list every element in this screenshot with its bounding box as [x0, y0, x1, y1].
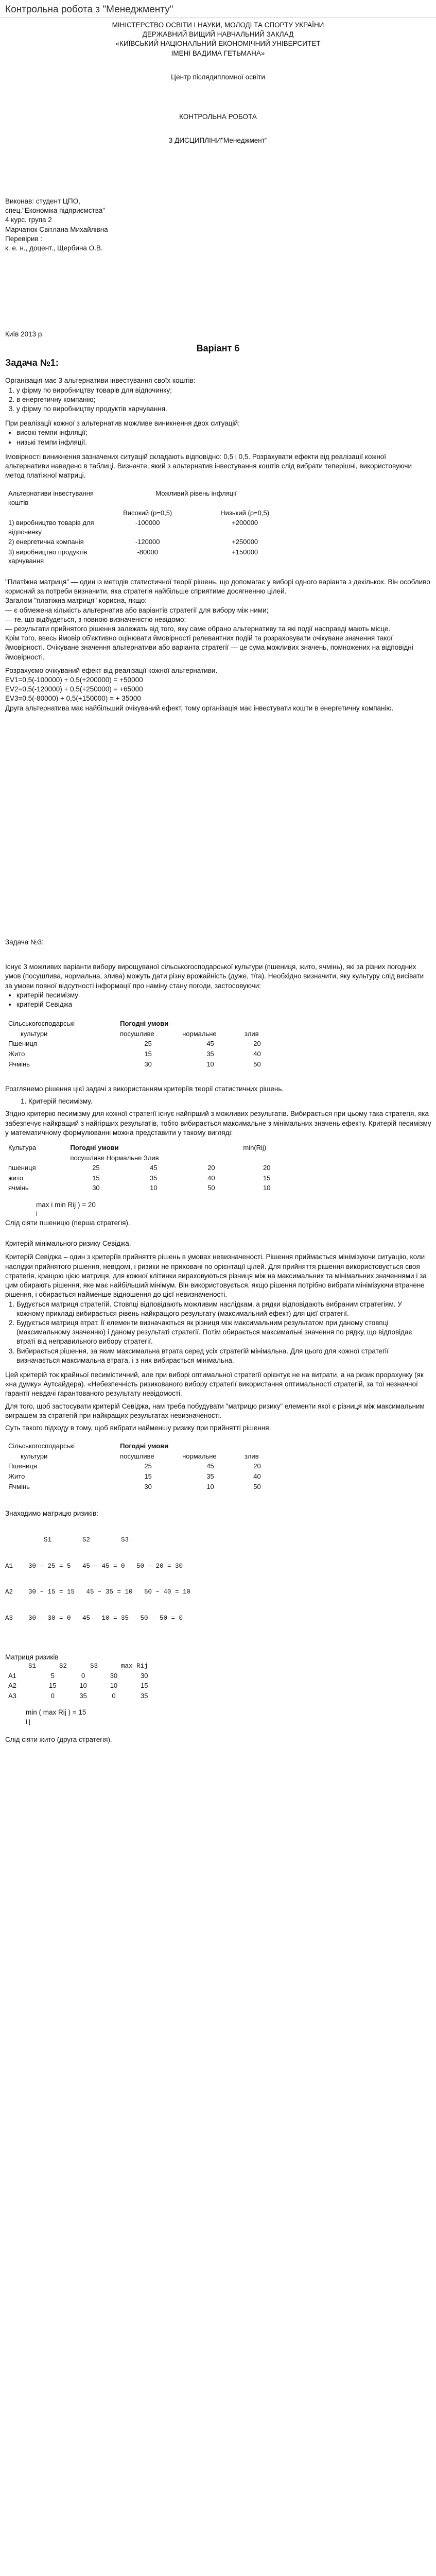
- criterion2-step: 2. Будується матриця втрат. Її елементи визначаються як різниця між максимальним результатом при даному стовпці (максимальному значенню) і даному результаті стратегії. Потім обирається максимальні значення по рядку, що відповідає втраті від неправильного вибору стратегії.: [16, 1318, 431, 1347]
- student-line: Марчатюк Світлана Михайлівна: [5, 225, 108, 233]
- criterion2-text: Критерій Севіджа – один з критеріїв прийняття рішень в умовах невизначеності. Рішення приймається мінімізуючи ситуацію, коли наслідки прийнятого рішення, невідомі, і ризики не приховані по орієнтації цілей. Для прийняття рішення використовується своя стратегія, кращою цією матриця, для кожної клітинки вираховуються різниця між на максимальних та мінімальних значеннями і за цим обирають рішення, яке має найбільший мінімум. Він використовується, якщо рішення потрібно вибрати мінімізуючи втрачене рішення, і обирається найменше відношення до цієї невизначеності.: [5, 1253, 427, 1299]
- table-cell: А1: [8, 1671, 16, 1680]
- minmax-subscript: i j: [26, 1718, 31, 1725]
- maxmin-formula: max i min Rij ) = 20: [36, 1200, 96, 1209]
- minmax-formula: min ( max Rij ) = 15: [26, 1708, 86, 1717]
- table-cell: 40: [253, 1049, 261, 1058]
- table-cell: 50: [207, 1184, 215, 1192]
- criterion2-text: Суть такого підходу в тому, щоб вибрати найменшу ризику при прийнятті рішення.: [5, 1424, 271, 1432]
- table-cell: 15: [92, 1174, 100, 1182]
- table-cell: 15: [144, 1049, 152, 1058]
- risk-calculation: [5, 1518, 431, 1640]
- maxmin-subscript: i: [36, 1210, 38, 1218]
- table-cell: 10: [206, 1060, 214, 1068]
- table-cell: Ячмінь: [8, 1060, 30, 1068]
- table-row: [5, 1039, 273, 1049]
- table-row: [5, 1482, 273, 1492]
- table-cell: -80000: [137, 548, 158, 556]
- task1-option: 1. у фірму по виробництву товарів для відпочинку;: [16, 386, 431, 395]
- table-row: [5, 1681, 160, 1691]
- table-cell: 45: [206, 1040, 214, 1048]
- table-header: злив: [245, 1029, 259, 1038]
- table-sub: культури: [21, 1029, 48, 1038]
- table-cell: 35: [206, 1049, 214, 1058]
- task1-calc: EV2=0,5(-120000) + 0,5(+250000) = +65000: [5, 685, 143, 693]
- discipline: З ДИСЦИПЛІНИ"Менеджмент": [168, 137, 268, 145]
- table-caption: Сільськогосподарські: [8, 1442, 75, 1450]
- task1-section: [5, 357, 431, 713]
- risk-calc-line: A3 30 – 30 = 0 45 – 10 = 35 50 – 50 = 0: [5, 1614, 183, 1622]
- task1-intro: Організація має 3 альтернативи інвестування своїх коштів:: [5, 377, 196, 385]
- table-cell: +150000: [232, 548, 258, 556]
- work-type: КОНТРОЛЬНА РОБОТА: [179, 113, 257, 121]
- table-cell: А2: [8, 1682, 16, 1690]
- task1-explanation: Крім того, ввесь ймовір об'єктивно оцінювати ймовірності релевантних подій та розраховувати очікуване значення такої ймовірності. Очікуване значення альтернативи або варіанта стратегії — це сума можливих значень, помножених на відповідні ймовірності.: [5, 634, 413, 661]
- task1-option: 2. в енергетичну компанію;: [16, 395, 431, 404]
- criterion2-step: 3. Вибирається рішення, за яким максимальна втрата серед усіх стратегій мінімальна. Для цього для кожної стратегії визначається максимальна втрата, і з них вибирається мінімальна.: [16, 1347, 431, 1365]
- table-cell: 20: [253, 1040, 261, 1048]
- table-cell: Ячмінь: [8, 1482, 30, 1490]
- table-cell: 45: [150, 1164, 158, 1172]
- table-cell: 20: [253, 1462, 261, 1470]
- task1-conclusion: Друга альтернатива має найбільший очікуваний ефект, тому організація має інвестувати кошти в енергетичну компанію.: [5, 704, 394, 712]
- task1-probabilities: Імовірності виникнення зазначених ситуацій складають відповідно: 0,5 і 0,5. Розрахувати ефекти від реалізації кожної альтернативи наведено в таблиці. Визначте, який з альтернатив інвестування коштів слід вибрати теперішні, використовуючи метод платіжної матриці.: [5, 452, 412, 480]
- table-row: [5, 547, 293, 566]
- table-cell: Жито: [8, 1049, 25, 1058]
- table-cell: 30: [144, 1482, 152, 1490]
- risk-matrix-header: S1 S2 S3 max Rij: [5, 1662, 148, 1670]
- table-cell: 30: [144, 1060, 152, 1068]
- table-cell: 25: [144, 1040, 152, 1048]
- risk-matrix-table: [5, 1671, 160, 1701]
- table-title: Погодні умови: [120, 1020, 169, 1028]
- table-cell: ячмінь: [8, 1184, 29, 1192]
- table-header: нормальне: [182, 1452, 217, 1460]
- table-row: [5, 1059, 273, 1070]
- table-sub: культури: [21, 1452, 48, 1460]
- table-cell: 30: [141, 1671, 148, 1680]
- table-row: [5, 1049, 273, 1059]
- task1-title: Задача №1:: [5, 358, 59, 368]
- ministry-block: [0, 21, 436, 82]
- table-cell: Пшениця: [8, 1462, 37, 1470]
- table-cell: 20: [263, 1164, 271, 1172]
- risk-matrix-title: Матриця ризиків: [5, 1653, 59, 1661]
- table-left-header: Культура: [8, 1144, 37, 1152]
- table-cell: 15: [49, 1682, 57, 1690]
- table-header: Низький (p=0,5): [220, 509, 270, 517]
- table-cell: 20: [207, 1164, 215, 1172]
- ministry-line: ДЕРЖАВНИЙ ВИЩИЙ НАВЧАЛЬНИЙ ЗАКЛАД: [142, 30, 294, 39]
- table-cell: 10: [263, 1184, 271, 1192]
- table-cell: 0: [50, 1691, 55, 1700]
- table-row: [5, 1691, 160, 1701]
- table-cell: 30: [110, 1671, 118, 1680]
- table-cell: 40: [253, 1472, 261, 1480]
- table-cell: 15: [144, 1472, 152, 1480]
- table-row: [5, 1163, 293, 1173]
- table-cell: 5: [50, 1671, 55, 1680]
- table-cell: -120000: [135, 538, 160, 546]
- table-cell: 10: [150, 1184, 158, 1192]
- table-cell: 35: [150, 1174, 158, 1182]
- task1-explanation: Загалом "платіжна матриця" корисна, якщо:: [5, 597, 147, 605]
- table-cell: Жито: [8, 1472, 25, 1480]
- table-header: Альтернативи інвестування коштів: [8, 489, 94, 507]
- student-line: к. е. н., доцент., Щербина О.В.: [5, 244, 103, 252]
- table-cell: 0: [112, 1691, 116, 1700]
- task1-option: 3. у фірму по виробництву продуктів харчування.: [16, 404, 431, 414]
- center-name: Центр післядипломної освіти: [171, 73, 265, 81]
- table-title: Погодні умови: [70, 1144, 119, 1152]
- table-row: [5, 518, 293, 537]
- table-cell: 40: [207, 1174, 215, 1182]
- table-sub: посушливе Нормальне Злив: [70, 1154, 159, 1162]
- task1-explanation: "Платіжна матриця" — один із методів статистичної теорії рішень, що допомагає у виборі одного варіанта з декількох. Він особливо корисний за потреби визначити, яка стратегія найбільше сприятиме досягненню цілей.: [5, 578, 430, 596]
- table-row: [5, 1461, 273, 1471]
- task1-table: [5, 488, 293, 566]
- table-row: [5, 1173, 293, 1183]
- criterion1-text: Згідно критерію песимізму для кожної стратегії існує найгірший з можливих результатів. Вибирається при цьому така стратегія, яка забезпечує найкращий з найгірших результатів, тобто вибирається максимальне з мінімальних значень ефекту. Критерій песимізму у математичному формулюванні можна представити у такому вигляді:: [5, 1110, 431, 1137]
- ministry-line: «КИЇВСЬКИЙ НАЦІОНАЛЬНИЙ ЕКОНОМІЧНИЙ УНІВЕРСИТЕТ: [115, 40, 321, 48]
- table-cell: Пшениця: [8, 1040, 37, 1048]
- task3-criterion: • критерій Севіджа: [16, 1000, 431, 1009]
- table-cell: 45: [206, 1462, 214, 1470]
- table-row: [5, 537, 293, 547]
- student-line: Перевірив :: [5, 234, 43, 243]
- table-cell: 50: [253, 1060, 261, 1068]
- table-cell: 25: [144, 1462, 152, 1470]
- table-header: злив: [245, 1452, 259, 1460]
- savage-table: [5, 1441, 273, 1492]
- task1-conditions-intro: При реалізації кожної з альтернатив можливе виникнення двох ситуацій:: [5, 419, 240, 428]
- place-year: Київ 2013 р.: [5, 330, 44, 338]
- table-header: Високий (p=0,5): [123, 509, 172, 517]
- table-right-header: min(Rij): [243, 1144, 267, 1152]
- table-cell: 2) енергетична компанія: [8, 538, 84, 546]
- task1-condition: • високі темпи інфляції;: [16, 428, 431, 437]
- table-cell: жито: [8, 1174, 23, 1182]
- table-cell: А3: [8, 1691, 16, 1700]
- solution-intro: Розглянемо рішення цієї задачі з використанням критеріїв теорії статистичних рішень.: [5, 1085, 284, 1093]
- student-line: 4 курс, група 2: [5, 216, 52, 224]
- table-cell: 0: [81, 1671, 85, 1680]
- student-line: Виконав: студент ЦПО,: [5, 197, 80, 205]
- table-cell: 10: [206, 1482, 214, 1490]
- table-header: нормальне: [182, 1029, 217, 1038]
- table-caption: Сільськогосподарські: [8, 1020, 75, 1028]
- task3-title: Задача №3:: [5, 938, 44, 946]
- pessimism-table: [5, 1143, 293, 1193]
- task1-calc-intro: Розрахуємо очікуваний ефект від реалізації кожної альтернативи.: [5, 666, 218, 674]
- variant-title: Варіант 6: [196, 343, 240, 353]
- criterion1-result: Слід сіяти пшеницю (перша стратегія).: [5, 1218, 130, 1227]
- student-block: [5, 197, 263, 253]
- table-cell: 35: [79, 1691, 87, 1700]
- task3-text: Існує 3 можливих варіанти вибору вирощуваної сільськогосподарської культури (пшениця, жито, ячмінь), які за різних погодних умов (посушлива, нормальна, злива) можуть дати різну врожайність (дуже, т/га). Необхідно визначити, яку культуру слід висівати за умови повної відсутності інформації про наміну стану погоди, застосовуючи:: [5, 963, 424, 990]
- criterion2-text: Цей критерій ток крайньої песимістичний, але при виборі оптимальної стратегії орієнтує не на витрати, а на ризик прорахунку (як «на думку» Аутсайдера). «Небезпечність ризикованого вибору стратегії використання оптимальності стратегій, за тої незначної гарантії невдачі гарантованого результату невідомості.: [5, 1371, 424, 1398]
- table-cell: 15: [263, 1174, 271, 1182]
- ministry-line: МІНІСТЕРСТВО ОСВІТИ І НАУКИ, МОЛОДІ ТА СПОРТУ УКРАЇНИ: [112, 21, 324, 29]
- criterion2-result: Слід сіяти жито (друга стратегія).: [5, 1736, 112, 1744]
- table-row: [5, 1471, 273, 1482]
- header-bar: [0, 0, 436, 18]
- table-cell: 35: [206, 1472, 214, 1480]
- table-cell: +250000: [232, 538, 258, 546]
- task1-explanation: — те, що відбудеться, з повною визначеністю невідомо;: [5, 615, 186, 623]
- table-cell: 30: [92, 1184, 100, 1192]
- table-cell: +200000: [232, 519, 258, 527]
- table-title: Погодні умови: [120, 1442, 169, 1450]
- ministry-line: ІМЕНІ ВАДИМА ГЕТЬМАНА»: [171, 49, 265, 57]
- table-cell: 10: [110, 1682, 118, 1690]
- table-cell: пшениця: [8, 1164, 36, 1172]
- task1-condition: • низькі темпи інфляції.: [16, 438, 431, 447]
- risk-calc-line: S1 S2 S3: [5, 1536, 129, 1544]
- task3-criterion: • критерій песимізму: [16, 991, 431, 1000]
- table-row: [5, 1183, 293, 1193]
- table-cell: 15: [141, 1682, 148, 1690]
- table-header: посушливе: [120, 1029, 154, 1038]
- table-cell: 25: [92, 1164, 100, 1172]
- criterion2-title: Критерій мінімального ризику Севіджа.: [5, 1240, 131, 1248]
- student-line: спец."Економіка підприємства": [5, 207, 106, 215]
- table-cell: 10: [79, 1682, 87, 1690]
- task3-table: [5, 1019, 273, 1069]
- page-title: Контрольна робота з "Менеджменту": [5, 4, 173, 15]
- criterion2-step: 1. Будується матриця стратегій. Стовпці відповідають можливим наслідкам, а рядки відповідають вибраним стратегіям. У кожному прикладі вибирається рівень найкращого результату (максимальний ефект) для цієї стратегії.: [16, 1300, 431, 1318]
- table-header: Можливий рівень інфляції: [155, 489, 237, 498]
- table-cell: 35: [141, 1691, 148, 1700]
- task1-explanation: — є обмежена кількість альтернатив або варіантів стратегії для вибору між ними;: [5, 606, 269, 614]
- table-cell: 3) виробництво продуктів харчування: [8, 548, 88, 565]
- table-header: посушливе: [120, 1452, 154, 1460]
- task1-calc: EV3=0,5(-80000) + 0,5(+150000) = + 35000: [5, 694, 141, 703]
- work-title-block: [0, 112, 436, 145]
- table-cell: -100000: [135, 519, 160, 527]
- table-row: [5, 1671, 160, 1681]
- task1-explanation: — результати прийнятого рішення залежать від того, яку саме обрано альтернативу та які події насправді мають місце.: [5, 624, 391, 633]
- criterion1-title: 1. Критерій песимізму.: [21, 1097, 93, 1106]
- table-cell: 50: [253, 1482, 261, 1490]
- criterion2-text: Для того, щоб застосувати критерій Севіджа, нам треба побудувати "матрицю ризику" елементи якої є різниця між максимальним виграшем за стратегій при найкращих результатах невизначеності.: [5, 1402, 425, 1419]
- task1-calc: EV1=0,5(-100000) + 0,5(+200000) = +50000: [5, 676, 143, 684]
- risk-calc-line: A1 30 – 25 = 5 45 – 45 = 0 50 – 20 = 30: [5, 1562, 183, 1570]
- risk-calc-line: A2 30 – 15 = 15 45 – 35 = 10 50 – 40 = 10: [5, 1588, 191, 1596]
- matrix-intro: Знаходимо матрицю ризиків:: [5, 1510, 98, 1518]
- task3-section: [5, 938, 431, 1745]
- table-cell: 1) виробництво товарів для відпочинку: [8, 519, 94, 536]
